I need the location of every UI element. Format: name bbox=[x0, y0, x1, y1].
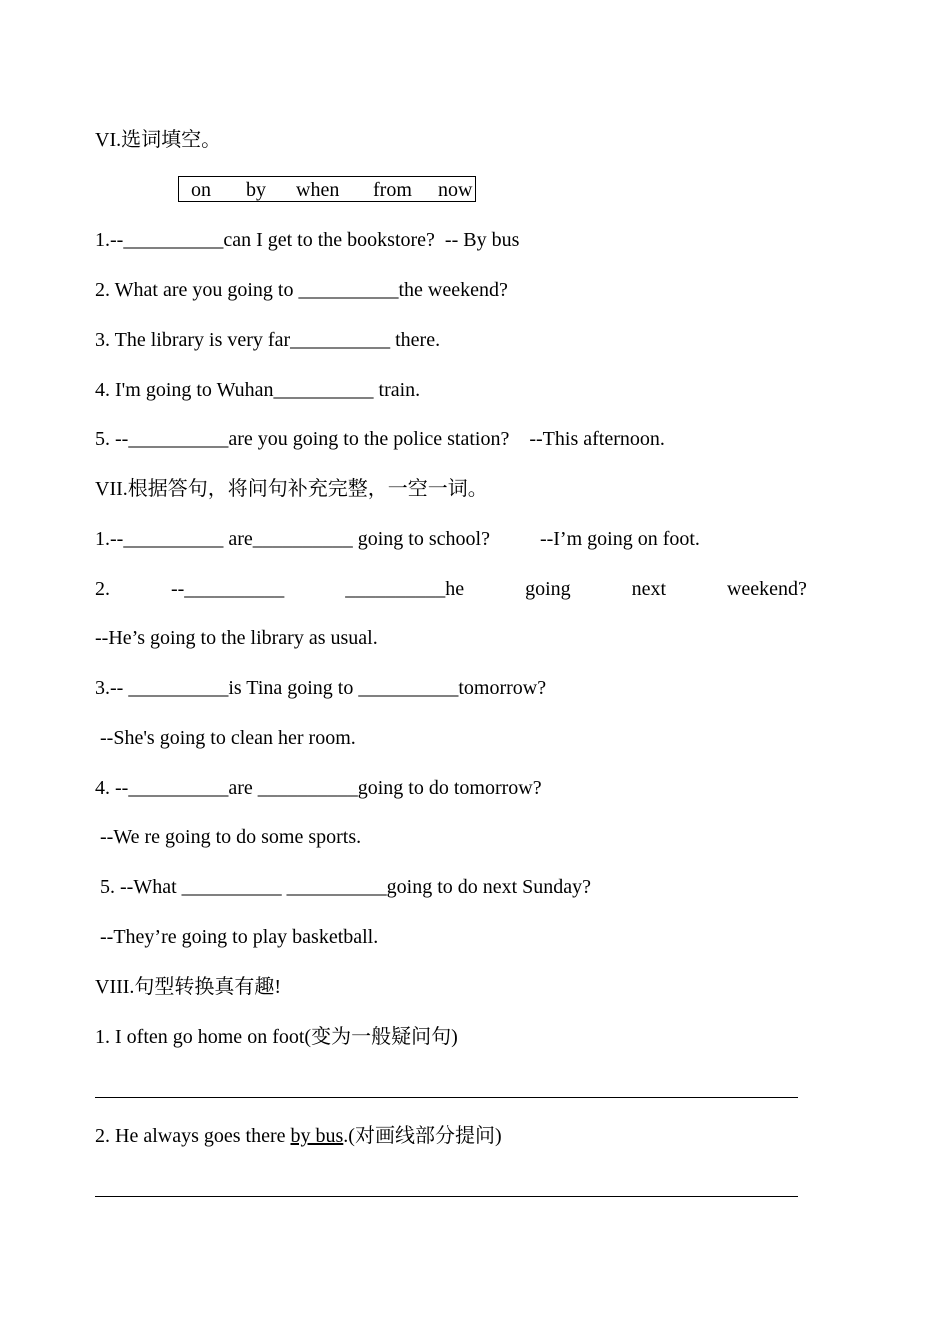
s6-question-2: 2. What are you going to __________the weekend? bbox=[95, 279, 508, 301]
s7-q2-word: weekend? bbox=[726, 578, 807, 600]
s7-answer-3: --She's going to clean her room. bbox=[95, 727, 356, 749]
section-8-heading: VIII.句型转换真有趣! bbox=[95, 976, 282, 998]
s6-question-3: 3. The library is very far__________ there. bbox=[95, 329, 441, 351]
word-bank-item: now bbox=[438, 179, 473, 201]
s7-q2-word: next bbox=[631, 578, 667, 600]
s7-question-3: 3.-- __________is Tina going to __________tomorrow? bbox=[95, 677, 547, 699]
s8-question-1: 1. I often go home on foot(变为一般疑问句) bbox=[95, 1026, 458, 1048]
s7-question-2 bbox=[95, 577, 807, 601]
s7-answer-2: --He’s going to the library as usual. bbox=[95, 627, 378, 649]
s7-answer-4: --We re going to do some sports. bbox=[95, 826, 362, 848]
s8-q2-suffix: .(对画线部分提问) bbox=[343, 1125, 502, 1147]
word-bank-item: from bbox=[373, 179, 412, 201]
s8-question-2 bbox=[95, 1124, 502, 1148]
s7-question-5: 5. --What __________ __________going to do next Sunday? bbox=[95, 876, 592, 898]
s7-q2-word: --__________ bbox=[170, 578, 285, 600]
s6-question-4: 4. I'm going to Wuhan__________ train. bbox=[95, 379, 421, 401]
s8-q2-underlined: by bus bbox=[290, 1125, 344, 1147]
s7-q2-word: 2. bbox=[95, 578, 110, 600]
section-7-heading: VII.根据答句，将问句补充完整，一空一词。 bbox=[95, 478, 488, 500]
section-6-heading: VI.选词填空。 bbox=[95, 129, 222, 151]
s7-q2-word: __________he bbox=[345, 578, 465, 600]
word-bank-item: by bbox=[246, 179, 266, 201]
s7-question-4: 4. --__________are __________going to do tomorrow? bbox=[95, 777, 542, 799]
answer-line bbox=[95, 1196, 798, 1197]
s6-question-5: 5. --__________are you going to the police station? --This afternoon. bbox=[95, 428, 665, 450]
word-bank-item: when bbox=[296, 179, 340, 201]
s8-q2-prefix: 2. He always goes there bbox=[95, 1125, 291, 1147]
s7-question-1: 1.--__________ are__________ going to school? --I’m going on foot. bbox=[95, 528, 700, 550]
word-bank-box bbox=[178, 176, 476, 202]
s7-answer-5: --They’re going to play basketball. bbox=[95, 926, 379, 948]
s7-q2-word: going bbox=[525, 578, 571, 600]
word-bank-item: on bbox=[191, 179, 211, 201]
answer-line bbox=[95, 1097, 798, 1098]
s6-question-1: 1.--__________can I get to the bookstore? -- By bus bbox=[95, 229, 520, 251]
